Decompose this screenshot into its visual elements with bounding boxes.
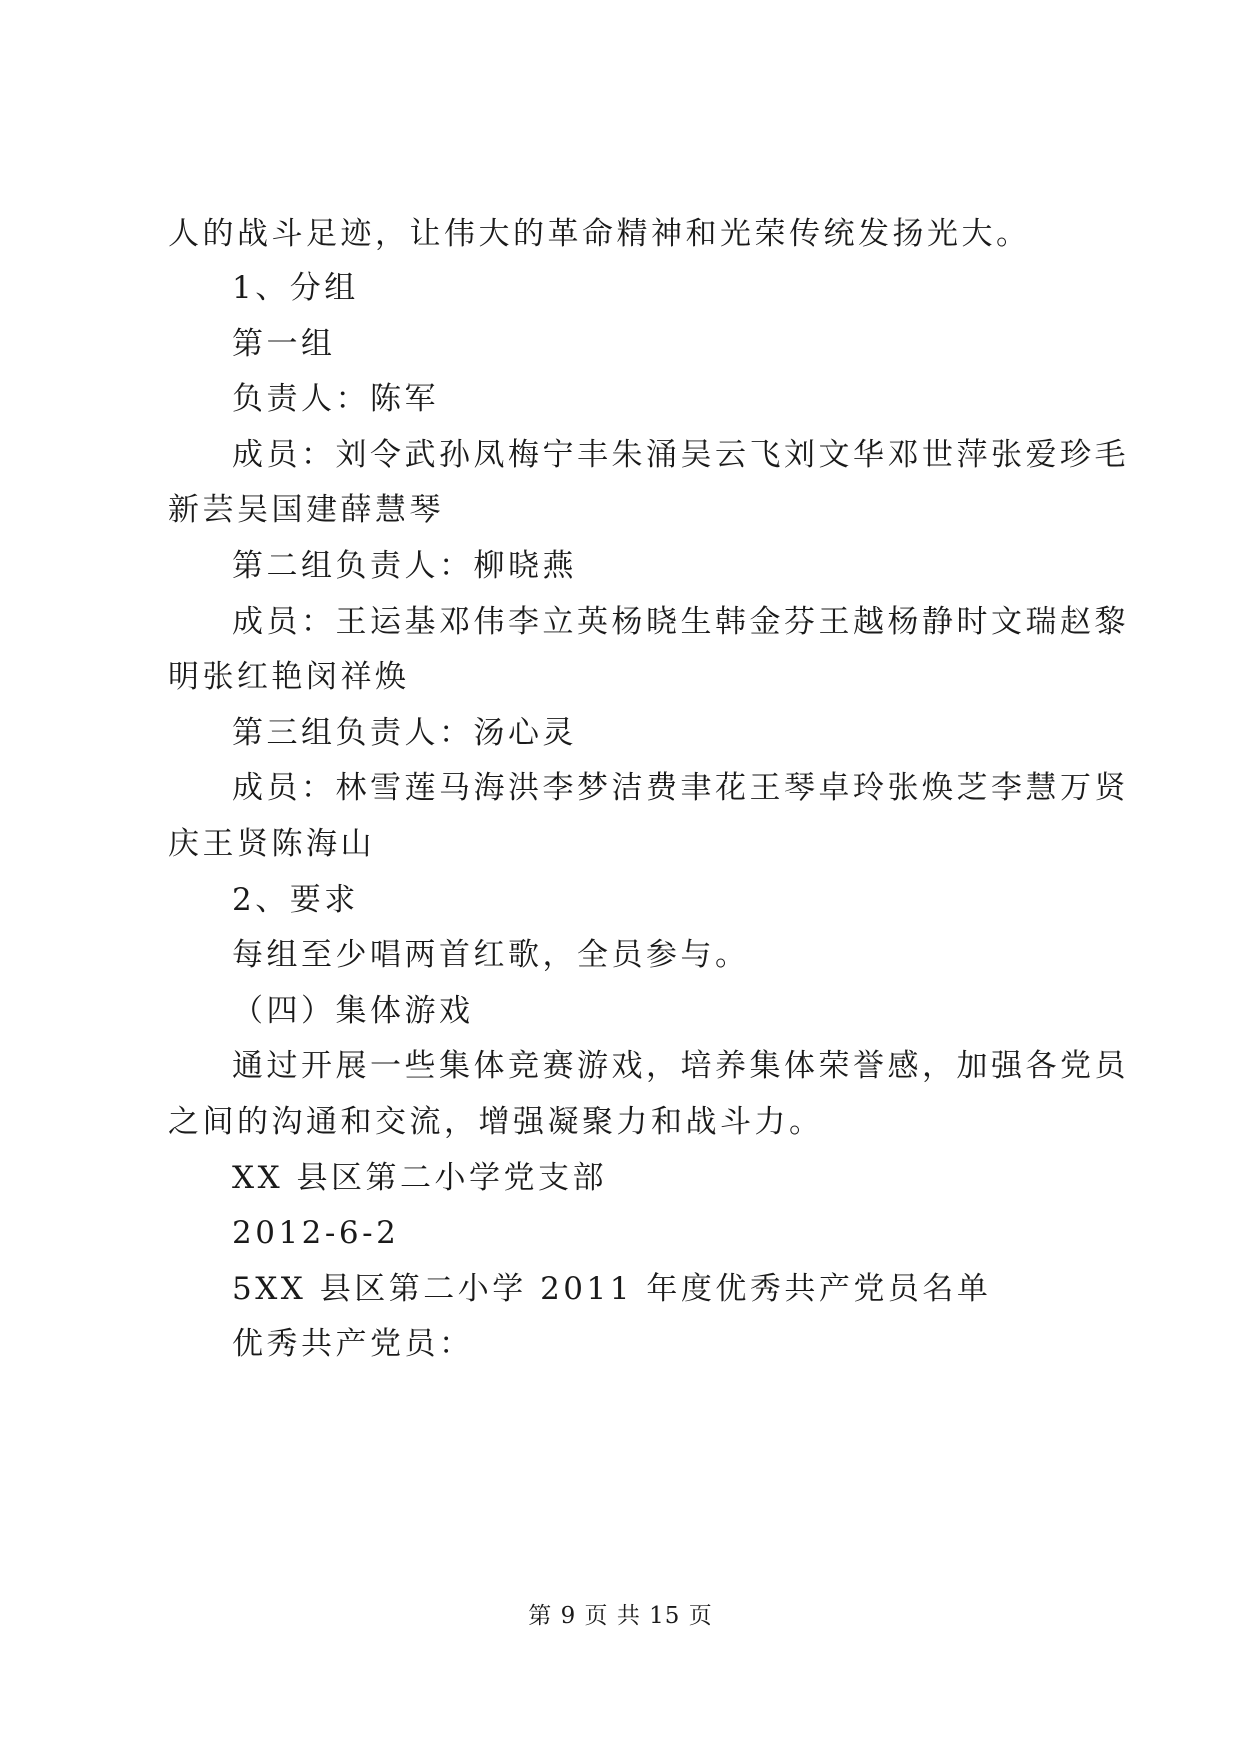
group-two-members-cont: 明张红艳闵祥焕 bbox=[168, 659, 410, 695]
section-heading-group-games: （四）集体游戏 bbox=[232, 993, 474, 1029]
group-one-members: 成员：刘令武孙凤梅宁丰朱涌吴云飞刘文华邓世萍张爱珍毛 bbox=[232, 437, 1129, 473]
group-three-members-cont: 庆王贤陈海山 bbox=[168, 826, 375, 862]
signature-date: 2012-6-2 bbox=[232, 1215, 400, 1251]
paragraph-continuation: 人的战斗足迹，让伟大的革命精神和光荣传统发扬光大。 bbox=[168, 216, 1031, 252]
group-one-members-cont: 新芸吴国建薛慧琴 bbox=[168, 492, 444, 528]
games-paragraph-cont: 之间的沟通和交流，增强凝聚力和战斗力。 bbox=[168, 1104, 824, 1140]
group-two-members: 成员：王运基邓伟李立英杨晓生韩金芬王越杨静时文瑞赵黎 bbox=[232, 604, 1129, 640]
group-one-leader: 负责人：陈军 bbox=[232, 381, 439, 417]
list-subheading: 优秀共产党员： bbox=[232, 1326, 474, 1362]
group-three-leader: 第三组负责人：汤心灵 bbox=[232, 715, 577, 751]
group-two-leader: 第二组负责人：柳晓燕 bbox=[232, 548, 577, 584]
games-paragraph: 通过开展一些集体竞赛游戏，培养集体荣誉感，加强各党员 bbox=[232, 1048, 1129, 1084]
list-title: 5XX 县区第二小学 2011 年度优秀共产党员名单 bbox=[232, 1271, 992, 1307]
group-three-members: 成员：林雪莲马海洪李梦洁费聿花王琴卓玲张焕芝李慧万贤 bbox=[232, 770, 1129, 806]
page-number-footer: 第 9 页 共 15 页 bbox=[528, 1603, 713, 1629]
section-heading-grouping: 1、分组 bbox=[232, 270, 359, 306]
requirements-text: 每组至少唱两首红歌，全员参与。 bbox=[232, 937, 750, 973]
signature-organization: XX 县区第二小学党支部 bbox=[232, 1160, 607, 1196]
group-one-heading: 第一组 bbox=[232, 326, 336, 362]
section-heading-requirements: 2、要求 bbox=[232, 882, 359, 918]
